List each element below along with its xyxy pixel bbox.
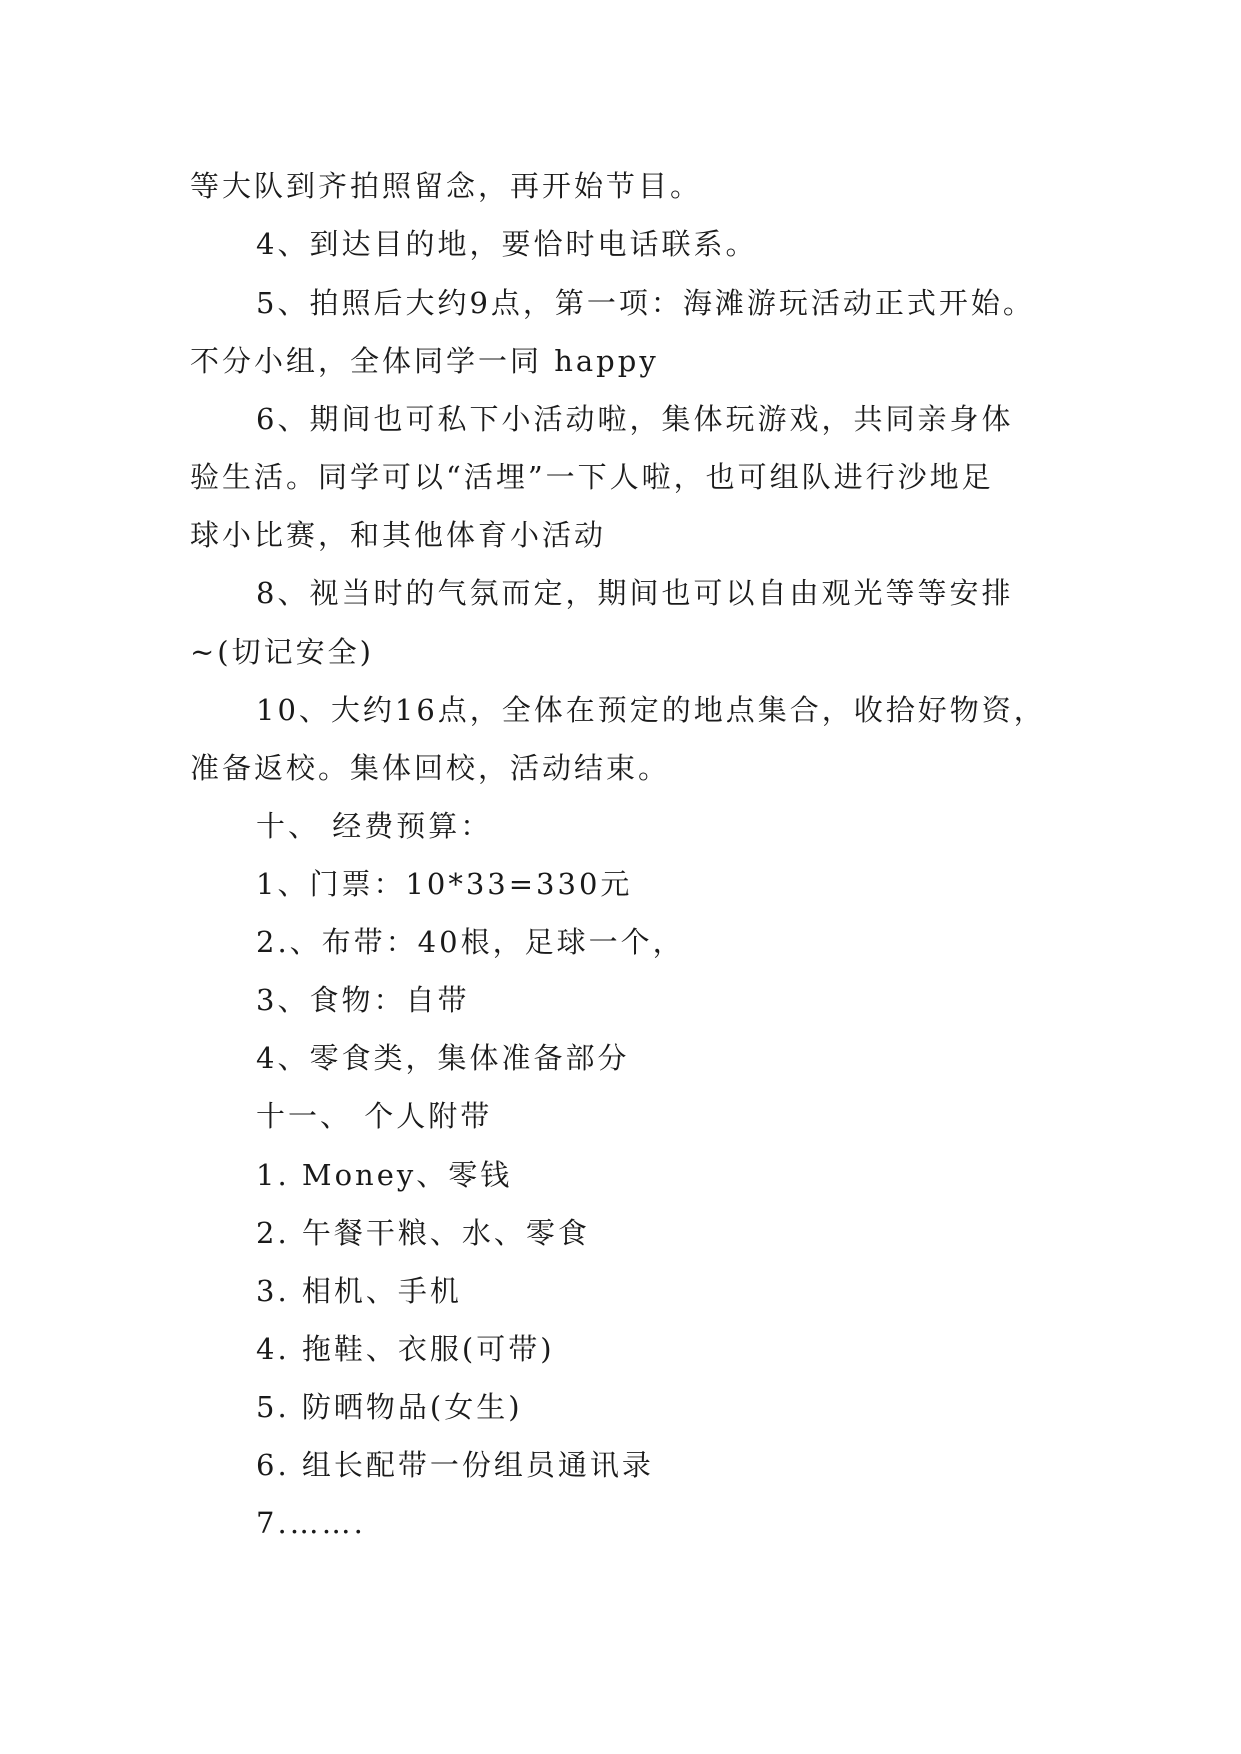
text-line-9: ~(切记安全)	[190, 635, 374, 669]
section-heading-budget: 十、 经费预算：	[256, 809, 493, 843]
text-line-3: 5、拍照后大约9点，第一项：海滩游玩活动正式开始。	[256, 286, 1035, 320]
budget-item-4: 4、零食类，集体准备部分	[256, 1041, 630, 1075]
section-heading-personal-items: 十一、 个人附带	[256, 1099, 493, 1133]
personal-item-4: 4. 拖鞋、衣服(可带)	[256, 1332, 555, 1366]
text-line-10: 10、大约16点，全体在预定的地点集合，收拾好物资，	[256, 693, 1046, 727]
text-line-8: 8、视当时的气氛而定，期间也可以自由观光等等安排	[256, 576, 1014, 610]
personal-item-5: 5. 防晒物品(女生)	[256, 1390, 523, 1424]
personal-item-2: 2. 午餐干粮、水、零食	[256, 1216, 590, 1250]
budget-item-3: 3、食物：自带	[256, 983, 470, 1017]
personal-item-7: 7.…….	[256, 1506, 366, 1540]
text-line-1: 等大队到齐拍照留念，再开始节目。	[190, 169, 703, 203]
text-line-5: 6、期间也可私下小活动啦，集体玩游戏，共同亲身体	[256, 402, 1014, 436]
personal-item-6: 6. 组长配带一份组员通讯录	[256, 1448, 654, 1482]
text-line-11: 准备返校。集体回校，活动结束。	[190, 751, 671, 785]
text-line-4: 不分小组，全体同学一同 happy	[190, 344, 659, 378]
budget-item-2: 2.、布带：40根，足球一个，	[256, 925, 685, 959]
budget-item-1: 1、门票：10*33=330元	[256, 867, 633, 901]
text-line-7: 球小比赛，和其他体育小活动	[190, 518, 607, 552]
text-line-2: 4、到达目的地，要恰时电话联系。	[256, 227, 758, 261]
text-line-6: 验生活。同学可以“活埋”一下人啦，也可组队进行沙地足	[190, 460, 994, 494]
personal-item-1: 1. Money、零钱	[256, 1158, 513, 1192]
personal-item-3: 3. 相机、手机	[256, 1274, 462, 1308]
